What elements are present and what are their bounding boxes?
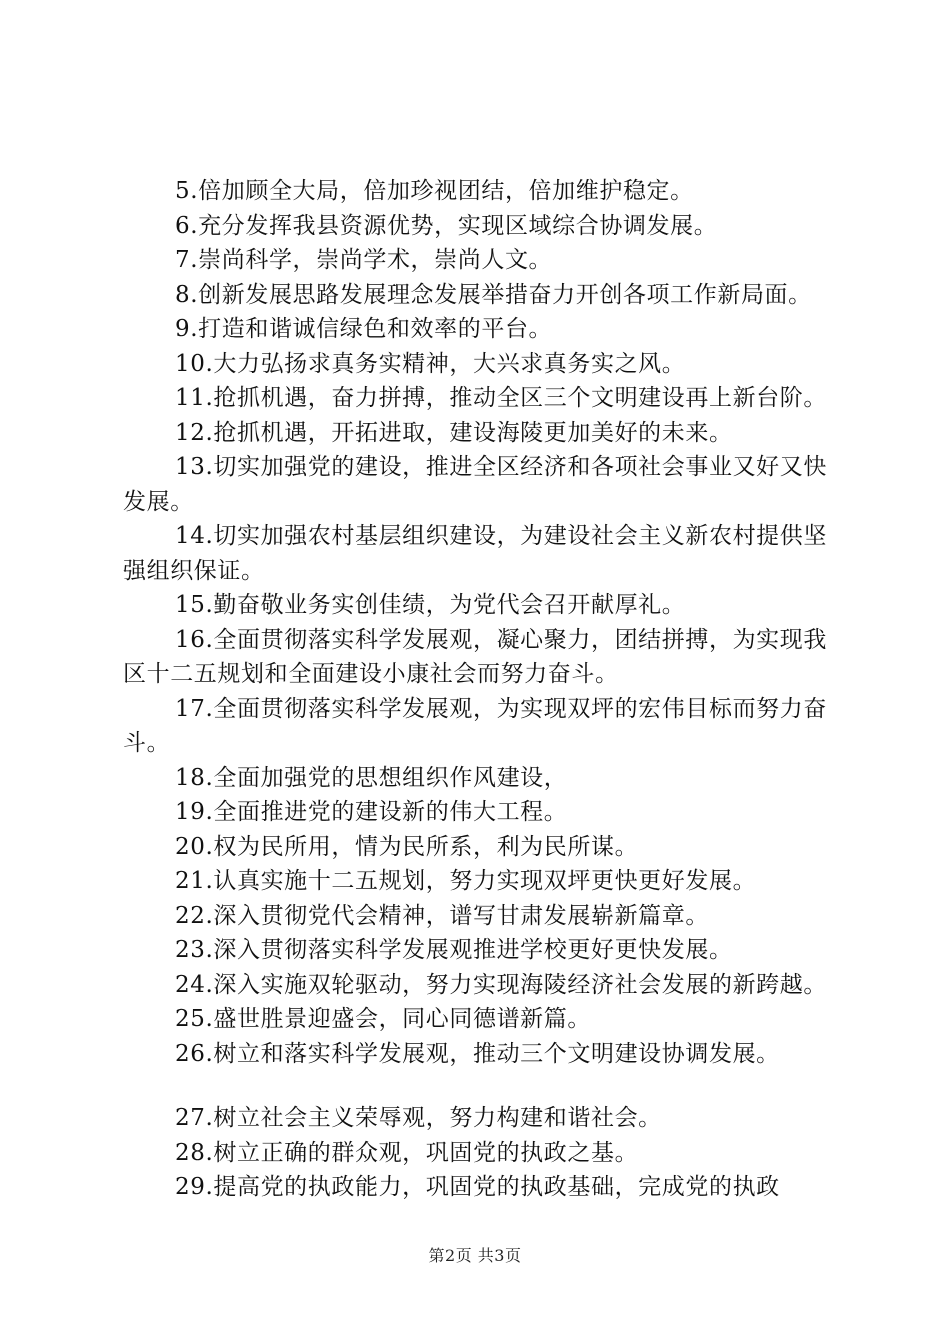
list-item: 8.创新发展思路发展理念发展举措奋力开创各项工作新局面。 xyxy=(175,281,812,308)
list-item: 6.充分发挥我县资源优势，实现区域综合协调发展。 xyxy=(175,212,718,239)
list-item: 13.切实加强党的建设，推进全区经济和各项社会事业又好又快发展。 xyxy=(123,454,827,515)
list-item: 20.权为民所用，情为民所系，利为民所谋。 xyxy=(175,833,639,860)
list-item: 28.树立正确的群众观，巩固党的执政之基。 xyxy=(175,1139,639,1166)
list-item: 17.全面贯彻落实科学发展观，为实现双坪的宏伟目标而努力奋斗。 xyxy=(123,695,827,756)
list-item: 14.切实加强农村基层组织建设，为建设社会主义新农村提供坚强组织保证。 xyxy=(123,523,827,584)
list-item: 21.认真实施十二五规划，努力实现双坪更快更好发展。 xyxy=(175,868,757,894)
list-item: 10.大力弘扬求真务实精神，大兴求真务实之风。 xyxy=(175,350,686,377)
list-item: 12.抢抓机遇，开拓进取，建设海陵更加美好的未来。 xyxy=(175,419,733,446)
list-item: 19.全面推进党的建设新的伟大工程。 xyxy=(175,799,568,825)
list-item: 27.树立社会主义荣辱观，努力构建和谐社会。 xyxy=(175,1105,662,1131)
list-item: 7.崇尚科学，崇尚学术，崇尚人文。 xyxy=(175,247,553,273)
list-item: 15.勤奋敬业务实创佳绩，为党代会召开献厚礼。 xyxy=(175,592,686,618)
list-item: 11.抢抓机遇，奋力拼搏，推动全区三个文明建设再上新台阶。 xyxy=(175,385,827,411)
list-item: 23.深入贯彻落实科学发展观推进学校更好更快发展。 xyxy=(175,937,733,963)
list-item: 26.树立和落实科学发展观，推动三个文明建设协调发展。 xyxy=(175,1040,780,1067)
list-item: 16.全面贯彻落实科学发展观，凝心聚力，团结拼搏，为实现我区十二五规划和全面建设小康社会而努力奋斗。 xyxy=(123,626,827,687)
list-item: 25.盛世胜景迎盛会，同心同德谱新篇。 xyxy=(175,1006,591,1032)
list-item: 9.打造和谐诚信绿色和效率的平台。 xyxy=(175,316,553,342)
list-item: 22.深入贯彻党代会精神，谱写甘肃发展崭新篇章。 xyxy=(175,902,709,929)
document-body xyxy=(123,174,835,1205)
list-item: 29.提高党的执政能力，巩固党的执政基础，完成党的执政 xyxy=(175,1174,780,1200)
list-item: 5.倍加顾全大局，倍加珍视团结，倍加维护稳定。 xyxy=(175,178,694,204)
page-number-footer: 第2页 共3页 xyxy=(428,1246,522,1265)
list-item: 24.深入实施双轮驱动，努力实现海陵经济社会发展的新跨越。 xyxy=(175,971,827,998)
list-item: 18.全面加强党的思想组织作风建设， xyxy=(175,764,568,791)
